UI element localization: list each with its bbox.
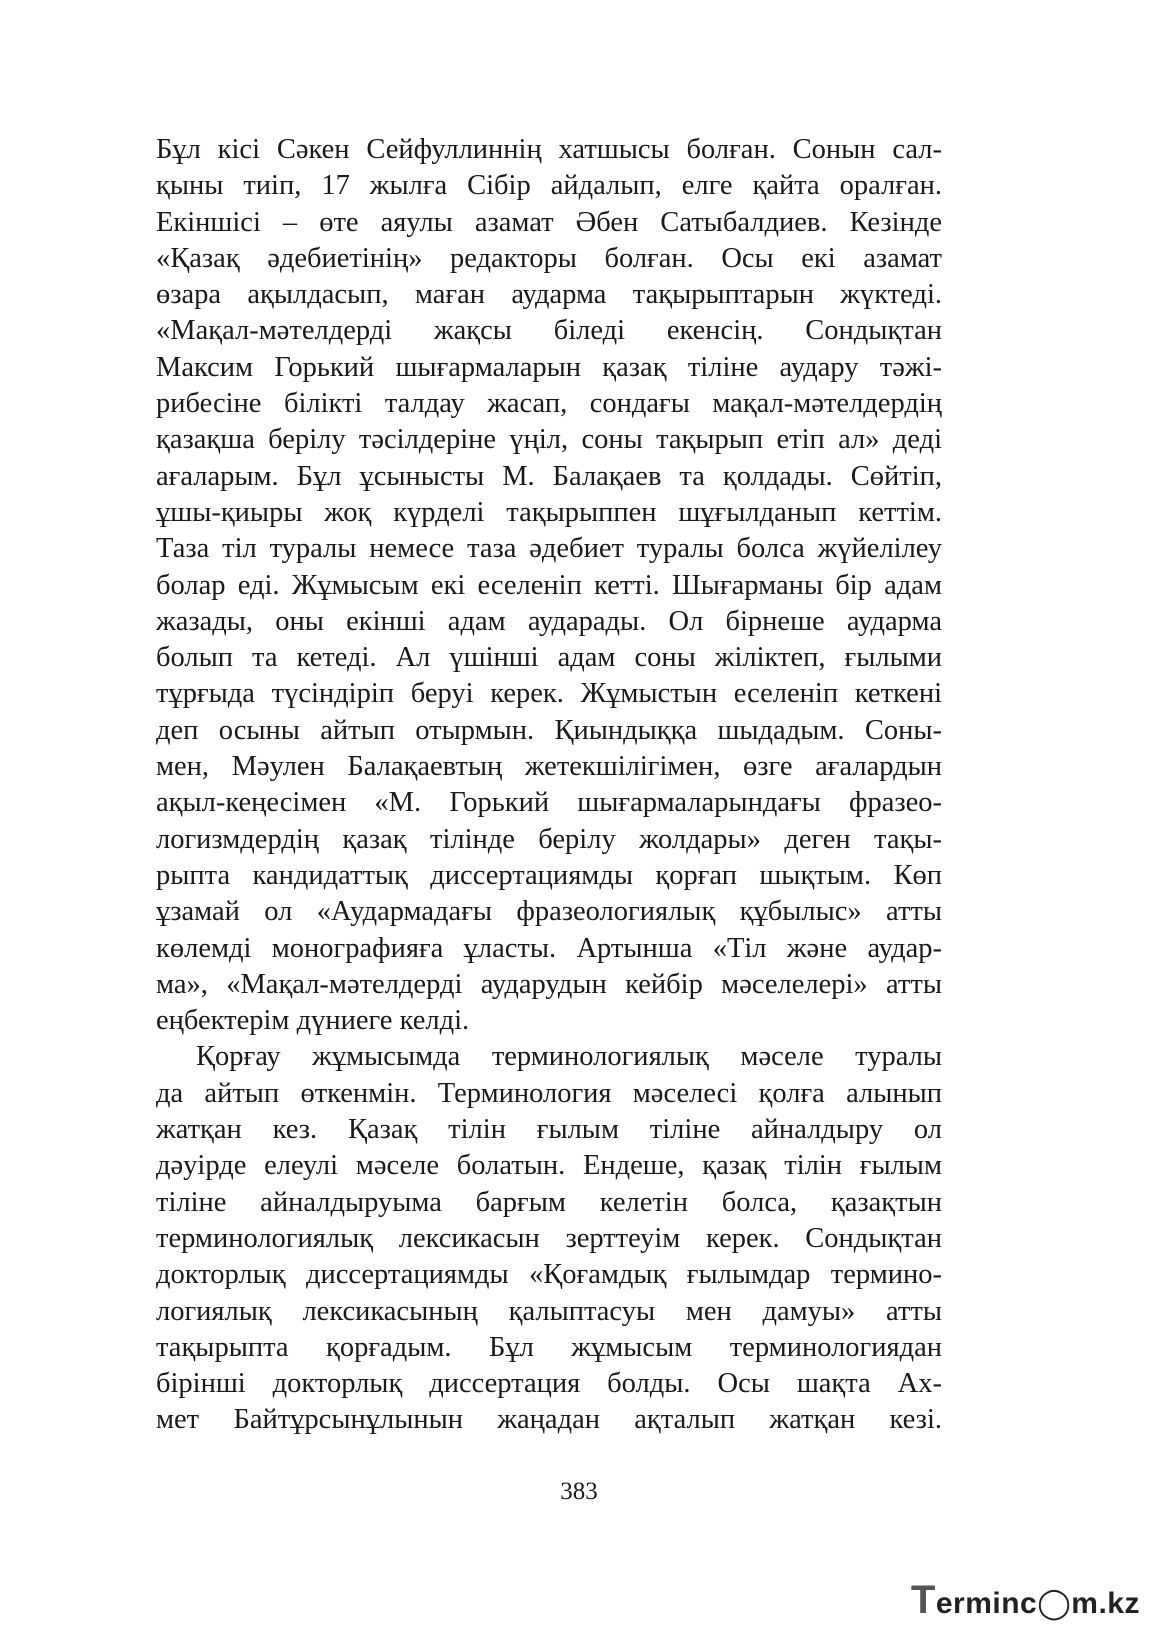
text-line: «Қазақ әдебиетінің» редакторы болған. Осы екі азамат [156, 242, 942, 274]
site-watermark-logo [911, 1578, 1140, 1623]
text-line: тақырыпта қорғадым. Бұл жұмысым терминологиядан [156, 1331, 942, 1363]
text-line: рибесіне білікті талдау жасап, сондағы мақал-мәтелдердің [156, 388, 942, 420]
text-line: көлемді монографияға ұласты. Артынша «Тіл және аудар- [156, 932, 942, 964]
text-line: рыпта кандидаттық диссертациямды қорғап шықтым. Көп [156, 859, 942, 891]
text-line: ақыл-кеңесімен «М. Горький шығармаларындағы фразео- [156, 787, 942, 819]
paragraph-2 [156, 1039, 942, 1438]
text-line: еңбектерім дүниеге келді. [156, 1005, 470, 1037]
watermark-text: erminc [935, 1587, 1038, 1620]
text-line: жазады, оны екінші адам аударады. Ол бірнеше аударма [156, 605, 942, 637]
text-line: ма», «Мақал-мәтелдерді аударудын кейбір мәселелері» атты [156, 968, 942, 1000]
paragraph-1 [156, 132, 942, 1039]
text-line: да айтып өткенмін. Терминология мәселесі қолға алынып [156, 1077, 942, 1109]
text-line: тұрғыда түсіндіріп беруі керек. Жұмыстын еселеніп кеткені [156, 678, 942, 710]
text-line: мет Байтұрсынұлынын жаңадан ақталып жатқан кезі. [156, 1404, 942, 1436]
watermark-suffix: m.kz [1071, 1587, 1140, 1620]
text-line: Максим Горький шығармаларын қазақ тіліне аудару тәжі- [156, 351, 942, 383]
text-line: логизмдердің қазақ тілінде берілу жолдары» деген тақы- [156, 823, 942, 855]
text-line: Бұл кісі Сәкен Сейфуллиннің хатшысы болған. Сонын сал- [156, 134, 942, 165]
text-line: ағаларым. Бұл ұсынысты М. Балақаев та қолдады. Сөйтіп, [156, 460, 942, 492]
watermark-big-letter: T [910, 1578, 936, 1622]
text-line: қыны тиіп, 17 жылға Сібір айдалып, елге қайта оралған. [156, 170, 942, 202]
text-line: бірінші докторлық диссертация болды. Осы шақта Ах- [156, 1368, 942, 1400]
text-line: мен, Мәулен Балақаевтың жетекшілігімен, өзге ағалардын [156, 751, 942, 783]
text-line: терминологиялық лексикасын зерттеуім керек. Сондықтан [156, 1222, 942, 1254]
text-line: логиялық лексикасының қалыптасуы мен дамуы» атты [156, 1295, 942, 1327]
text-line: дәуірде елеулі мәселе болатын. Ендеше, қазақ тілін ғылым [156, 1150, 942, 1182]
text-line: ұзамай ол «Аудармадағы фразеологиялық құбылыс» атты [156, 896, 942, 928]
text-line: болар еді. Жұмысым екі еселеніп кетті. Шығарманы бір адам [156, 569, 942, 601]
text-line: тіліне айналдыруыма барғым келетін болса, қазақтын [156, 1186, 942, 1218]
text-line: Таза тіл туралы немесе таза әдебиет туралы болса жүйелілеу [156, 533, 942, 565]
page-number: 383 [560, 1478, 598, 1505]
text-line: «Мақал-мәтелдерді жақсы біледі екенсің. Сондықтан [156, 315, 942, 347]
text-line: болып та кетеді. Ал үшінші адам соны жіліктеп, ғылыми [156, 642, 942, 674]
text-line: Қорғау жұмысымда терминологиялық мәселе туралы [196, 1041, 942, 1073]
magnifier-icon: ◯ [1037, 1587, 1072, 1620]
text-line: ұшы-қиыры жоқ күрделі тақырыппен шұғылданып кеттім. [156, 496, 942, 528]
text-line: Екіншісі – өте аяулы азамат Әбен Сатыбалдиев. Кезінде [156, 206, 942, 238]
text-line: жатқан кез. Қазақ тілін ғылым тіліне айналдыру ол [156, 1114, 942, 1146]
text-line: өзара ақылдасып, маған аударма тақырыптарын жүктеді. [156, 279, 942, 311]
text-line: деп осыны айтып отырмын. Қиындыққа шыдадым. Соны- [156, 714, 942, 746]
text-line: докторлық диссертациямды «Қоғамдық ғылымдар термино- [156, 1259, 942, 1291]
page-text [156, 132, 942, 1439]
text-line: қазақша берілу тәсілдеріне үңіл, соны тақырып етіп ал» деді [156, 424, 942, 456]
